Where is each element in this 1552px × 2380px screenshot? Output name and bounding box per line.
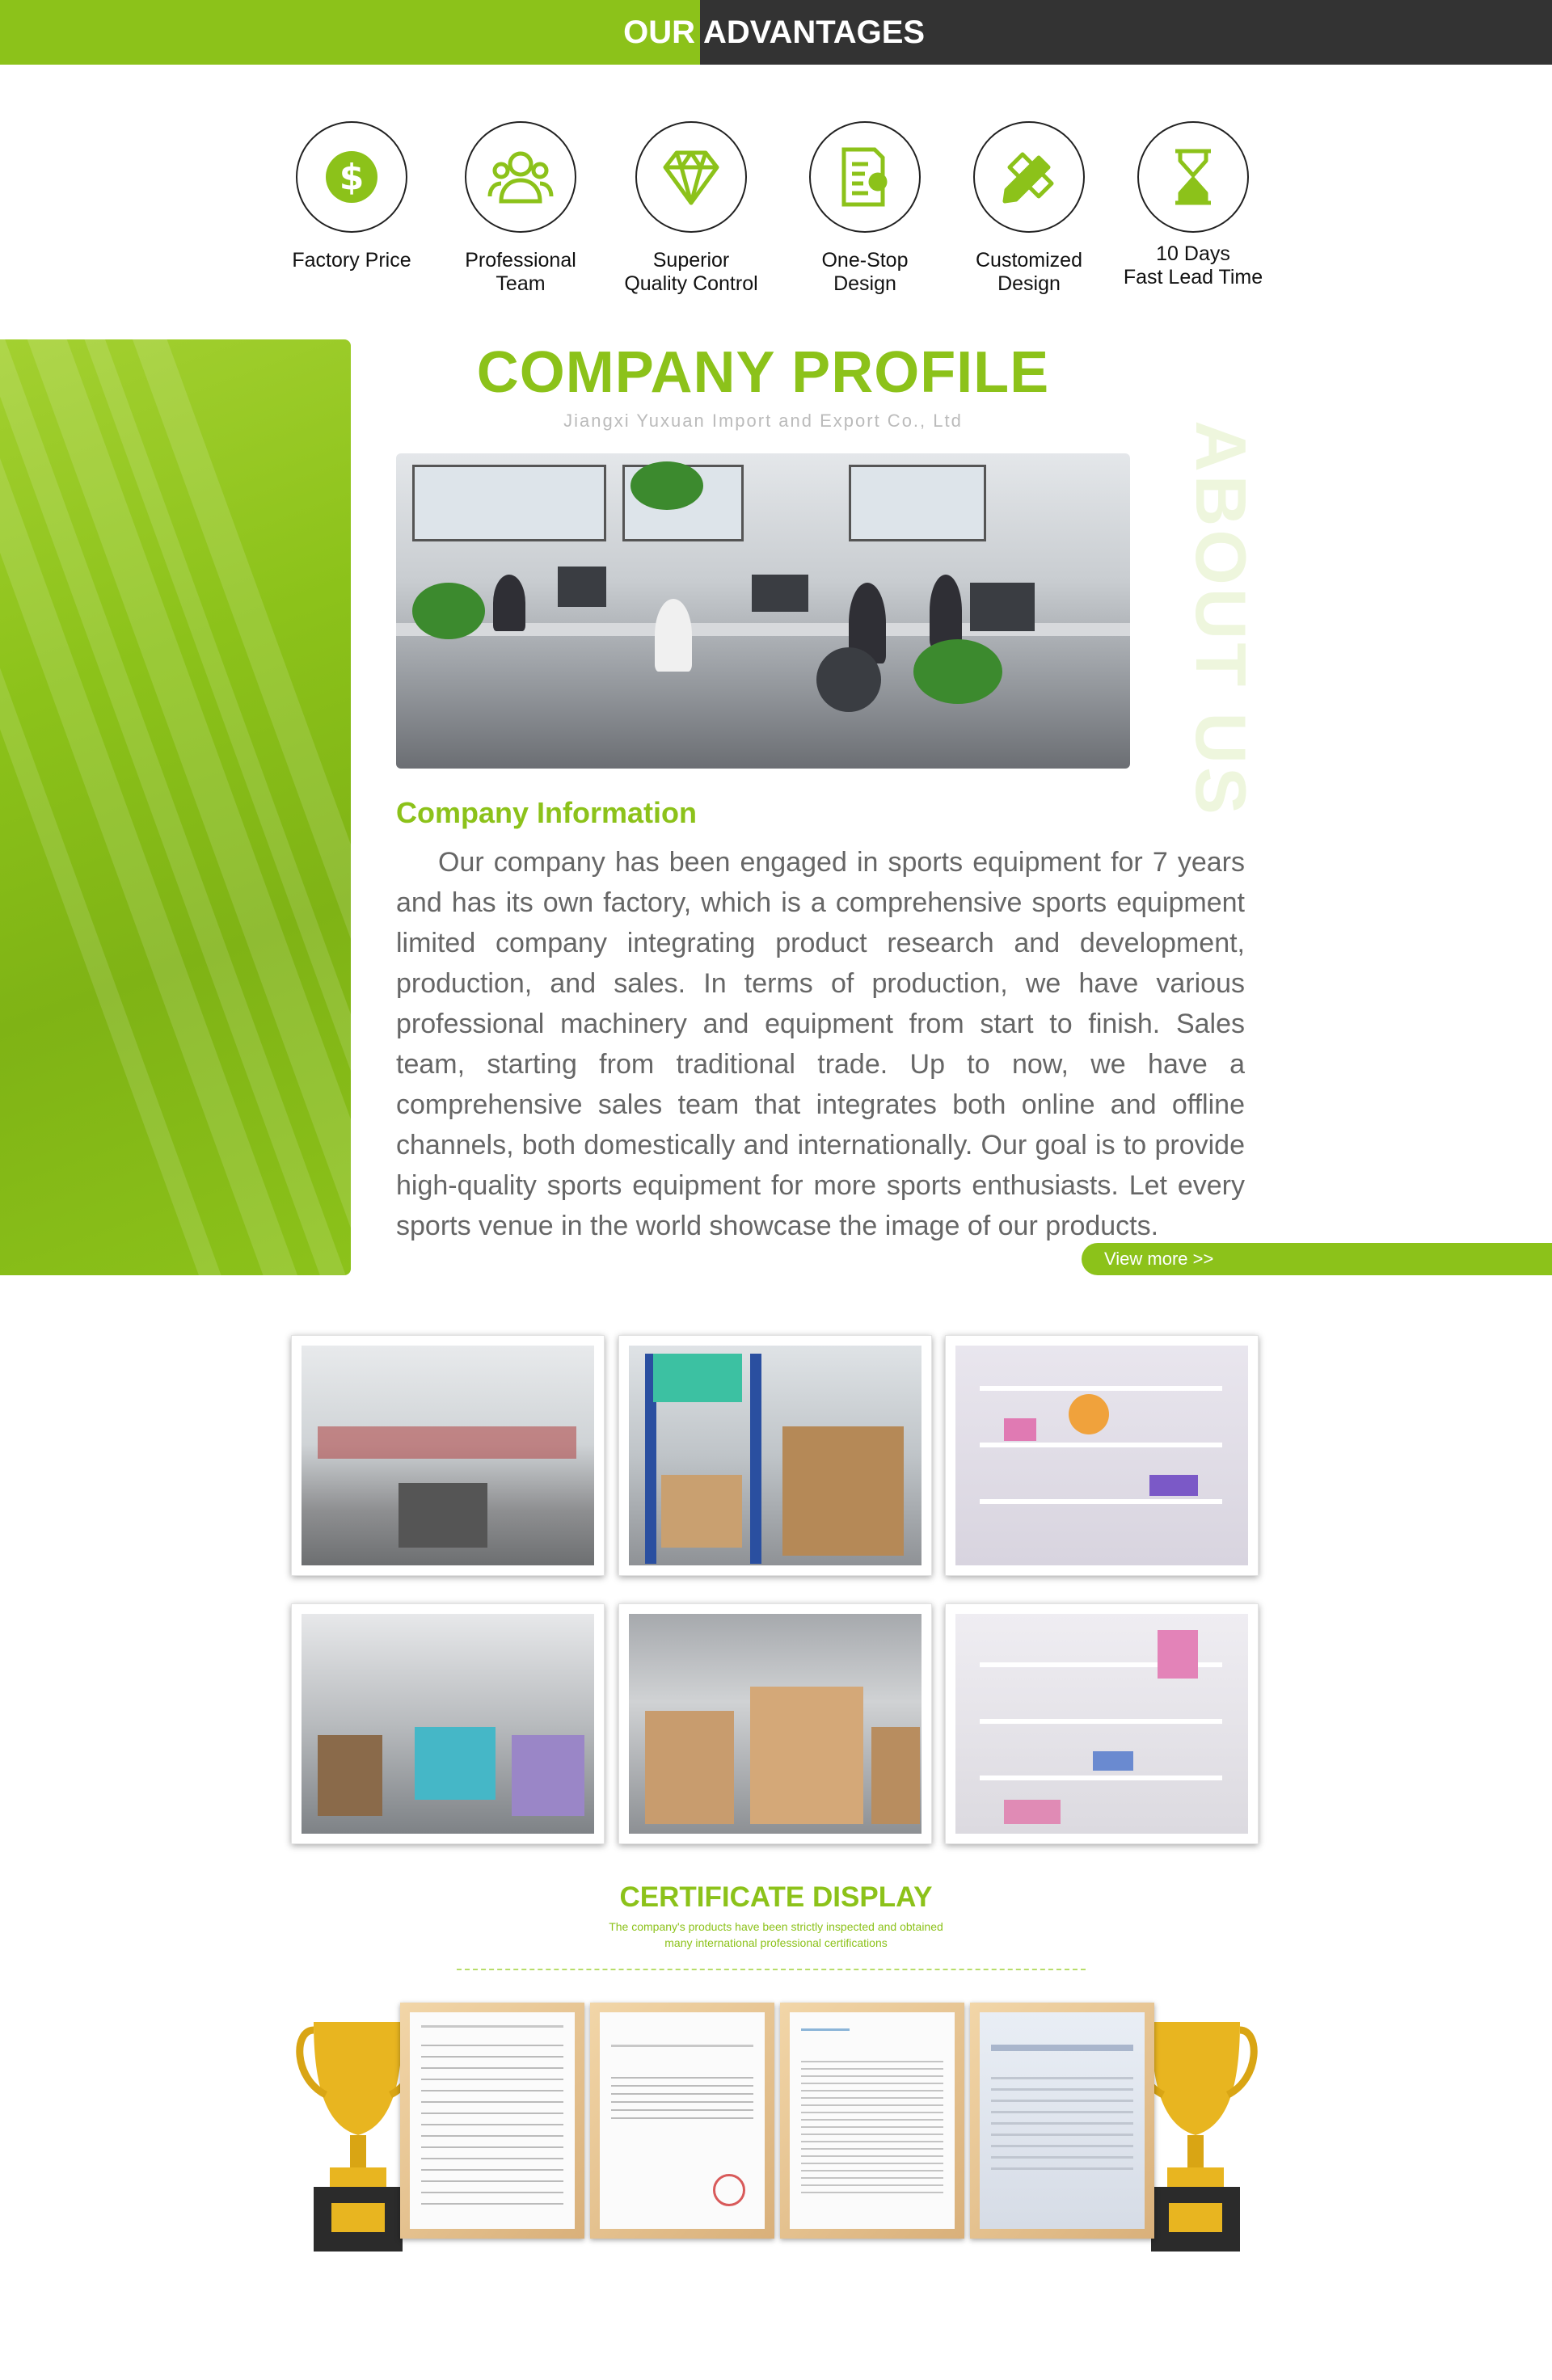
advantage-label: One-Stop Design (821, 249, 909, 295)
advantage-label: Professional Team (465, 249, 576, 295)
advantage-quality-control (602, 121, 780, 296)
advantage-label: Superior Quality Control (624, 249, 758, 295)
certificate-frame-4 (970, 2003, 1154, 2239)
header-green-bar (0, 0, 700, 65)
advantage-label: 10 Days Fast Lead Time (1123, 242, 1263, 289)
document-gear-icon (809, 121, 921, 233)
dollar-icon (296, 121, 407, 233)
svg-text:$: $ (339, 157, 365, 198)
profile-subtitle: Jiangxi Yuxuan Import and Export Co., Ltd (563, 411, 963, 431)
certificate-display-title: CERTIFICATE DISPLAY (619, 1881, 933, 1913)
profile-title: COMPANY PROFILE (476, 340, 1050, 405)
advantages-header (0, 0, 1552, 65)
office-photo (396, 453, 1130, 769)
advantage-customized-design (940, 121, 1118, 296)
advantage-professional-team (432, 121, 609, 296)
advantages-title-right: ADVANTAGES (703, 15, 926, 50)
advantage-one-stop-design (776, 121, 954, 296)
company-information-heading: Company Information (396, 796, 698, 829)
advantage-factory-price (263, 121, 441, 272)
factory-photo-warehouse (618, 1335, 932, 1576)
about-us-vertical-text (1181, 420, 1261, 818)
view-more-button[interactable]: View more >> (1082, 1243, 1552, 1275)
factory-photo-storage (291, 1603, 605, 1844)
certificate-display-subtitle: The company's products have been strictly inspected and obtained many international professional certifications (609, 1920, 943, 1949)
advantage-label: Factory Price (292, 249, 411, 272)
advantage-fast-lead-time (1104, 121, 1282, 289)
certificate-frame-3 (780, 2003, 964, 2239)
factory-photo-workshop (291, 1335, 605, 1576)
pencil-ruler-icon (973, 121, 1085, 233)
factory-photo-display-wall (945, 1603, 1259, 1844)
dashed-divider (457, 1969, 1086, 1970)
certificate-frame-1 (400, 2003, 584, 2239)
about-us-label: ABOUT US (1181, 420, 1261, 818)
factory-photo-production-line (618, 1603, 932, 1844)
advantage-label: Customized Design (976, 249, 1082, 295)
certificate-frame-2 (590, 2003, 774, 2239)
factory-photo-showroom (945, 1335, 1259, 1576)
company-information-text: Our company has been engaged in sports equipment for 7 years and has its own factory, which is a comprehensive sports equipment limited company integrating product research and development, production, and sales. In terms of production, we have various professional machinery and equipment from start to finish. Sales team, starting from traditional trade. Up to now, we have a comprehensive sales team that integrates both online and offline channels, both domestically and internationally. Our goal is to provide high-quality sports equipment for more sports enthusiasts. Let every sports venue in the world showcase the image of our products. (396, 847, 1245, 1241)
building-artwork (0, 339, 351, 1275)
advantages-title-left: OUR (623, 15, 695, 50)
team-icon (465, 121, 576, 233)
hourglass-icon (1137, 121, 1249, 233)
diamond-icon (635, 121, 747, 233)
